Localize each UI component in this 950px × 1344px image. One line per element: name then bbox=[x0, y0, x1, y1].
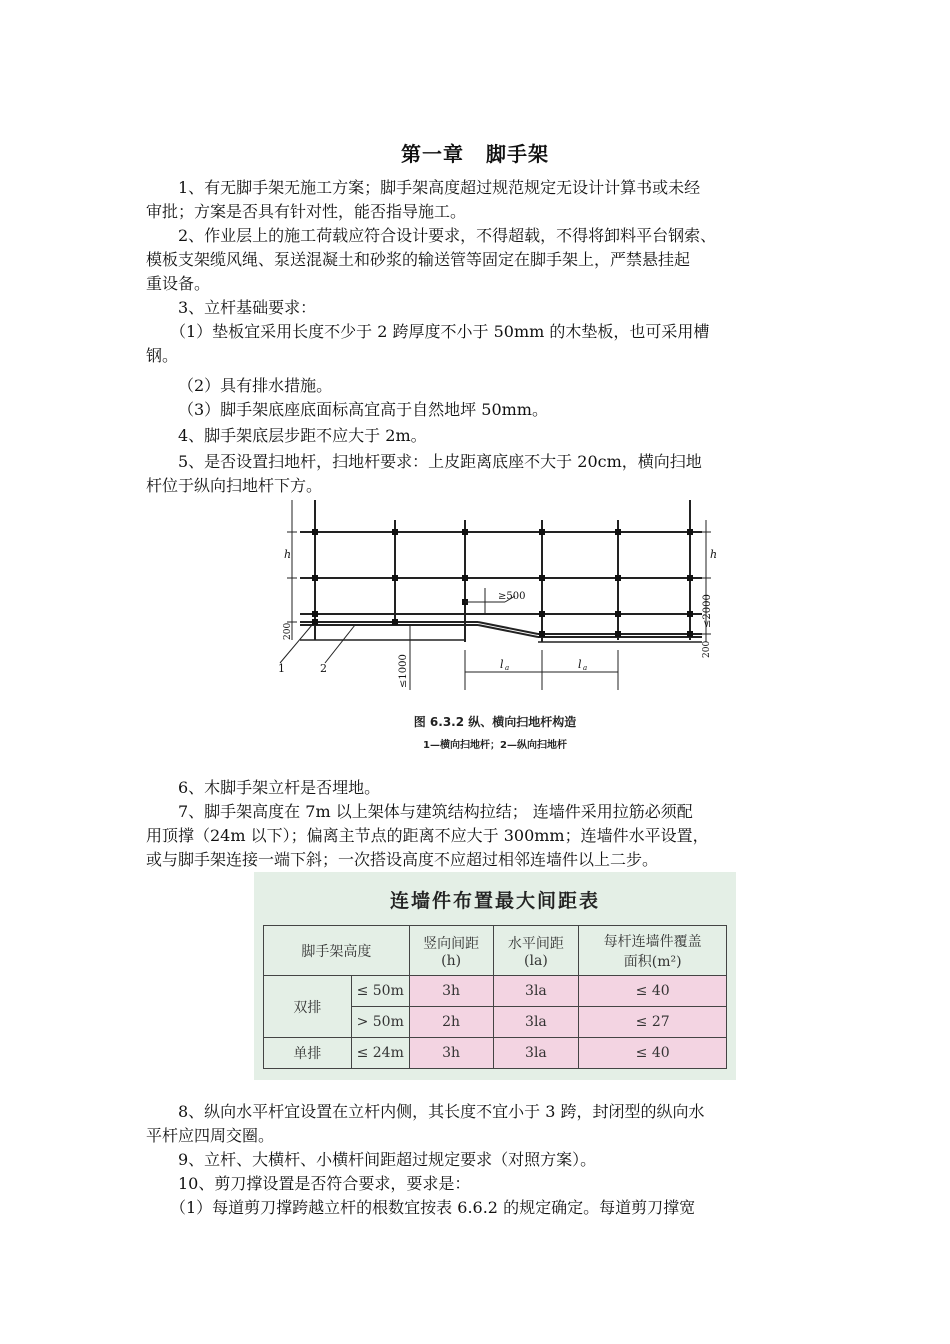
svg-text:h: h bbox=[284, 548, 292, 561]
paragraph-3-1: （1）垫板宜采用长度不少于 2 跨厚度不小于 50mm 的木垫板，也可采用槽 钢。 bbox=[146, 322, 710, 365]
paragraph-5: 5、是否设置扫地杆，扫地杆要求：上皮距离底座不大于 20cm，横向扫地 杆位于纵向扫地杆下方。 bbox=[146, 452, 702, 495]
svg-text:≤1000: ≤1000 bbox=[398, 654, 409, 688]
table-row: 单排 ≤ 24m 3h 3la ≤ 40 bbox=[264, 1038, 727, 1069]
table-row: 双排 ≤ 50m 3h 3la ≤ 40 bbox=[264, 976, 727, 1007]
chapter-title bbox=[0, 138, 950, 167]
paragraph-8: 8、纵向水平杆宜设置在立杆内侧，其长度不宜小于 3 跨，封闭型的纵向水 平杆应四周交圈。 bbox=[146, 1102, 705, 1145]
header-horizontal: 水平间距 (la) bbox=[493, 926, 579, 976]
paragraph-10: 10、剪刀撑设置是否符合要求，要求是： bbox=[178, 1174, 471, 1193]
svg-text:a: a bbox=[583, 664, 588, 672]
header-height: 脚手架高度 bbox=[264, 926, 410, 976]
svg-text:≤2000: ≤2000 bbox=[702, 594, 713, 628]
group-double: 双排 bbox=[264, 976, 352, 1038]
table-row: > 50m 2h 3la ≤ 27 bbox=[264, 1007, 727, 1038]
paragraph-2: 2、作业层上的施工荷载应符合设计要求，不得超载，不得将卸料平台钢索、 模板支架缆风绳、泵送混凝土和砂浆的输送管等固定在脚手架上，严禁悬挂起 重设备。 bbox=[146, 226, 717, 293]
sweep-rod-figure bbox=[270, 500, 720, 755]
figure-caption: 图 6.3.2 纵、横向扫地杆构造 bbox=[413, 715, 577, 729]
paragraph-3-3: （3）脚手架底座底面标高宜高于自然地坪 50mm。 bbox=[178, 400, 548, 419]
group-single: 单排 bbox=[264, 1038, 352, 1069]
paragraph-3-2: （2）具有排水措施。 bbox=[178, 376, 333, 395]
chapter-number: 第一章 bbox=[401, 142, 464, 166]
svg-text:a: a bbox=[505, 664, 510, 672]
wall-tie-spacing-table bbox=[254, 872, 736, 1080]
svg-text:l: l bbox=[578, 658, 582, 671]
svg-text:h: h bbox=[710, 548, 718, 561]
header-area: 每杆连墙件覆盖 面积(m²) bbox=[579, 926, 727, 976]
header-vertical: 竖向间距 (h) bbox=[409, 926, 493, 976]
chapter-name: 脚手架 bbox=[486, 142, 549, 166]
svg-text:200: 200 bbox=[283, 622, 293, 640]
svg-text:l: l bbox=[500, 658, 504, 671]
paragraph-7: 7、脚手架高度在 7m 以上架体与建筑结构拉结； 连墙件采用拉筋必须配 用顶撑（24m 以下）；偏离主节点的距离不应大于 300mm；连墙件水平设置， 或与脚手架连接一端下斜；一次搭设高度不应超过相邻连墙件以上二步。 bbox=[146, 802, 709, 869]
svg-text:1: 1 bbox=[278, 662, 285, 675]
svg-text:200: 200 bbox=[702, 640, 712, 658]
spacing-table bbox=[263, 925, 727, 1069]
paragraph-9: 9、立杆、大横杆、小横杆间距超过规定要求（对照方案）。 bbox=[178, 1150, 597, 1169]
paragraph-1: 1、有无脚手架无施工方案；脚手架高度超过规范规定无设计计算书或未经 审批；方案是否具有针对性，能否指导施工。 bbox=[146, 178, 701, 221]
paragraph-3: 3、立杆基础要求： bbox=[178, 298, 317, 317]
paragraph-4: 4、脚手架底层步距不应大于 2m。 bbox=[178, 426, 427, 445]
svg-text:≥500: ≥500 bbox=[498, 591, 526, 602]
figure-legend: 1—横向扫地杆；2—纵向扫地杆 bbox=[423, 740, 567, 751]
paragraph-6: 6、木脚手架立杆是否埋地。 bbox=[178, 778, 381, 797]
table-title: 连墙件布置最大间距表 bbox=[389, 890, 600, 912]
paragraph-10-1: （1）每道剪刀撑跨越立杆的根数宜按表 6.6.2 的规定确定。每道剪刀撑宽 bbox=[170, 1198, 696, 1217]
svg-text:2: 2 bbox=[320, 662, 327, 675]
